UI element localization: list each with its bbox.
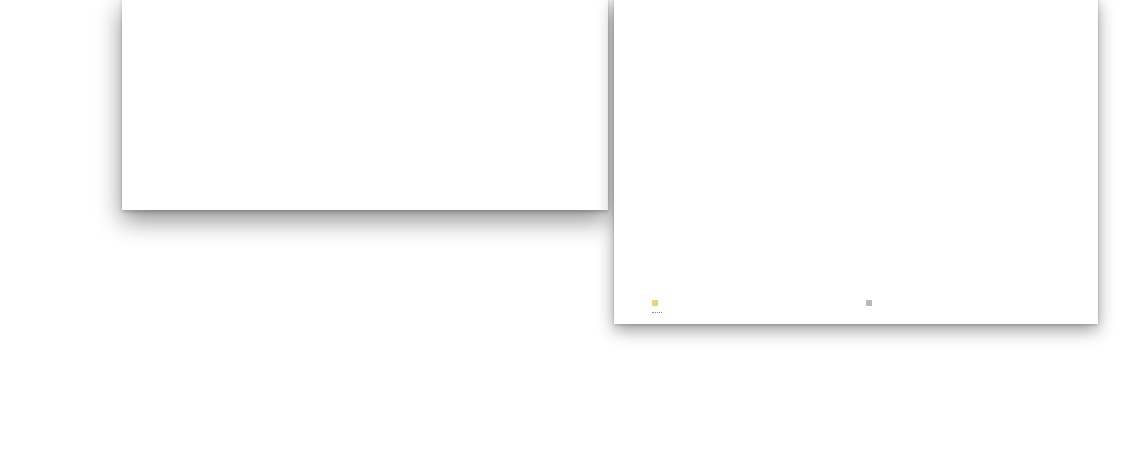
legend-low-swatch: [866, 300, 872, 306]
legend-high-swatch: [652, 300, 658, 306]
hourly-forecast-panel: [122, 0, 608, 210]
temperature-chart: [614, 0, 1098, 324]
legend-low: [866, 300, 875, 307]
daily-forecast-panel: [614, 0, 1098, 324]
legend-high: [652, 300, 661, 307]
legend-hist: [652, 309, 665, 316]
